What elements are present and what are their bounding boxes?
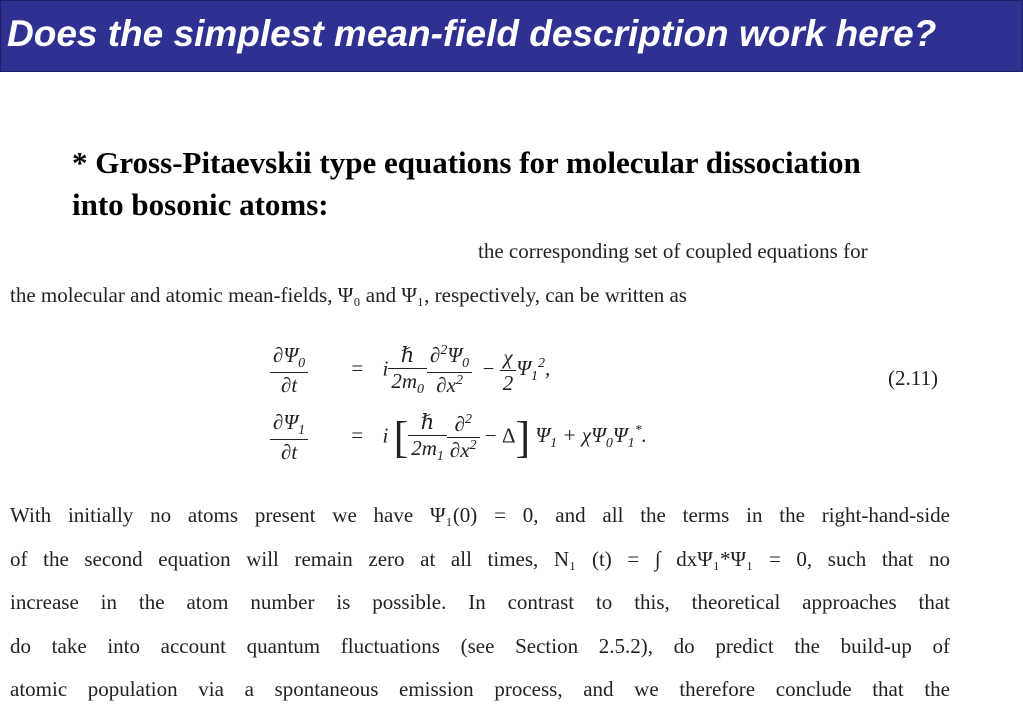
body-paragraph bbox=[10, 503, 950, 721]
intro-line-1: the corresponding set of coupled equations for bbox=[478, 239, 868, 263]
intro-line-2: the molecular and atomic mean-fields, Ψ₀ and Ψ₁, respectively, can be written as bbox=[10, 283, 687, 307]
slide-title: Does the simplest mean-field description work here? bbox=[7, 13, 937, 54]
slide-title-bar bbox=[0, 0, 1023, 72]
body-line-1: With initially no atoms present we have Ψ₁(0) = 0, and all the terms in the right-hand-side bbox=[10, 503, 950, 527]
body-line-4: do take into account quantum fluctuations (see Section 2.5.2), do predict the build-up of bbox=[10, 633, 950, 658]
equation-number: (2.11) bbox=[888, 366, 938, 390]
equation-line-1: $\frac{\partial\Psi_0}{\partial t}$ = i $\frac{\text{ℏ}}{2m_0}$ $\frac{\partial^2\Psi_0}{\partial x^2}$ − $\frac{\chi}{2}$ $\Psi_1^2$, bbox=[270, 343, 550, 398]
equation-line-2: $\frac{\partial\Psi_1}{\partial t}$ = i [ $\frac{\text{ℏ}}{2m_1}$ $\frac{\partial^2}{\partial x^2}$ − Δ] $\Psi_1 + \chi\Psi_0\Psi_1^*$. bbox=[270, 410, 647, 465]
bullet-point: * Gross-Pitaevskii type equations for molecular dissociation into bosonic atoms: bbox=[72, 145, 861, 222]
body-line-5: atomic population via a spontaneous emission process, and we therefore conclude that the bbox=[10, 677, 950, 701]
body-line-2: of the second equation will remain zero at all times, N₁ (t) = ∫ dxΨ₁*Ψ₁ = 0, such that no bbox=[10, 546, 950, 571]
body-line-3: increase in the atom number is possible. In contrast to this, theoretical approaches that bbox=[10, 590, 950, 614]
